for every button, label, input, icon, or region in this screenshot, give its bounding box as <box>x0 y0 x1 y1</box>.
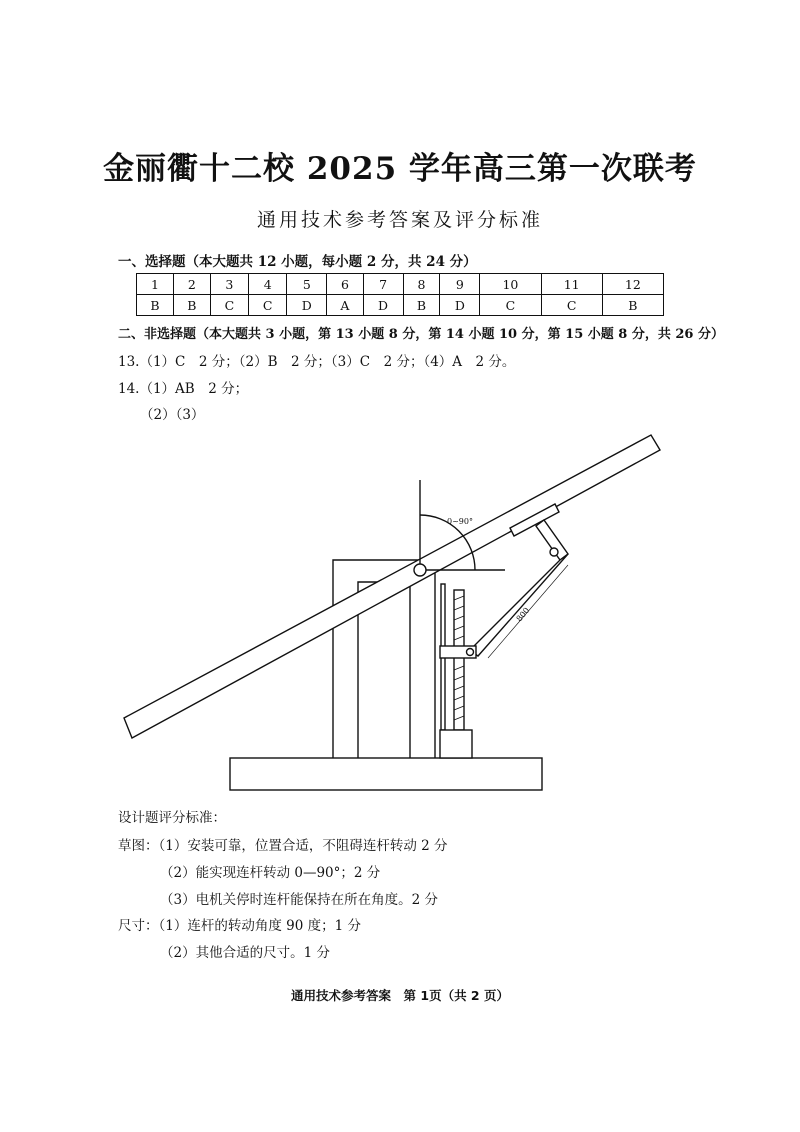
thread-mark <box>454 676 464 680</box>
question-number: 11 <box>541 274 602 295</box>
criteria-heading: 设计题评分标准： <box>118 810 226 826</box>
criteria-sketch-2: （2）能实现连杆转动 0—90°；2 分 <box>160 865 381 881</box>
angle-label: 0~90° <box>447 517 473 526</box>
answer-cell: C <box>541 295 602 316</box>
answer-cell: B <box>137 295 174 316</box>
criteria-size-2: （2）其他合适的尺寸。1 分 <box>160 945 330 961</box>
question-number: 1 <box>137 274 174 295</box>
question-number: 9 <box>440 274 480 295</box>
linkage-joint <box>550 548 558 556</box>
answer-table-answer-row <box>137 295 664 316</box>
pivot-joint <box>414 564 426 576</box>
section1-heading: 一、选择题（本大题共 12 小题，每小题 2 分，共 24 分） <box>118 254 477 270</box>
answer-cell: B <box>173 295 210 316</box>
q14-part1-answer: 14.（1）AB 2 分； <box>118 381 249 397</box>
question-number: 4 <box>249 274 287 295</box>
question-number: 7 <box>363 274 403 295</box>
question-number: 8 <box>403 274 440 295</box>
length-label: 800 <box>514 605 532 624</box>
answer-cell: B <box>602 295 663 316</box>
thread-mark <box>454 666 464 670</box>
page-subtitle: 通用技术参考答案及评分标准 <box>256 209 543 231</box>
criteria-sketch-3: （3）电机关停时连杆能保持在所在角度。2 分 <box>160 892 438 908</box>
answer-cell: D <box>287 295 327 316</box>
question-number: 10 <box>480 274 541 295</box>
q13-answer: 13.（1）C 2 分；（2）B 2 分；（3）C 2 分；（4）A 2 分。 <box>118 354 516 370</box>
thread-mark <box>454 606 464 610</box>
base-plate <box>230 758 542 790</box>
answer-table <box>136 273 664 316</box>
answer-cell: C <box>249 295 287 316</box>
page-title: 金丽衢十二校 2025 学年高三第一次联考 <box>103 151 697 187</box>
thread-mark <box>454 686 464 690</box>
thread-mark <box>454 636 464 640</box>
mechanism-diagram <box>110 420 670 795</box>
question-number: 5 <box>287 274 327 295</box>
thread-mark <box>454 696 464 700</box>
criteria-size-1: 尺寸：（1）连杆的转动角度 90 度；1 分 <box>118 918 361 934</box>
thread-mark <box>454 616 464 620</box>
thread-mark <box>454 626 464 630</box>
thread-mark <box>454 716 464 720</box>
linkage-rod-lower <box>470 554 568 656</box>
question-number: 2 <box>173 274 210 295</box>
question-number: 6 <box>327 274 363 295</box>
section2-heading: 二、非选择题（本大题共 3 小题，第 13 小题 8 分，第 14 小题 10 分，第 15 小题 8 分，共 26 分） <box>118 327 725 342</box>
question-number: 12 <box>602 274 663 295</box>
motor <box>440 730 472 758</box>
q14-part23-label: （2）（3） <box>140 407 205 423</box>
question-number: 3 <box>210 274 248 295</box>
answer-cell: C <box>210 295 248 316</box>
answer-cell: A <box>327 295 363 316</box>
thread-mark <box>454 596 464 600</box>
slider-joint <box>467 649 474 656</box>
page-footer: 通用技术参考答案 第 1页（共 2 页） <box>291 988 509 1003</box>
answer-cell: D <box>440 295 480 316</box>
tilted-panel <box>124 435 660 738</box>
answer-table-number-row <box>137 274 664 295</box>
answer-cell: D <box>363 295 403 316</box>
thread-mark <box>454 706 464 710</box>
criteria-sketch-1: 草图：（1）安装可靠，位置合适，不阻碍连杆转动 2 分 <box>118 838 448 854</box>
answer-cell: C <box>480 295 541 316</box>
answer-cell: B <box>403 295 440 316</box>
